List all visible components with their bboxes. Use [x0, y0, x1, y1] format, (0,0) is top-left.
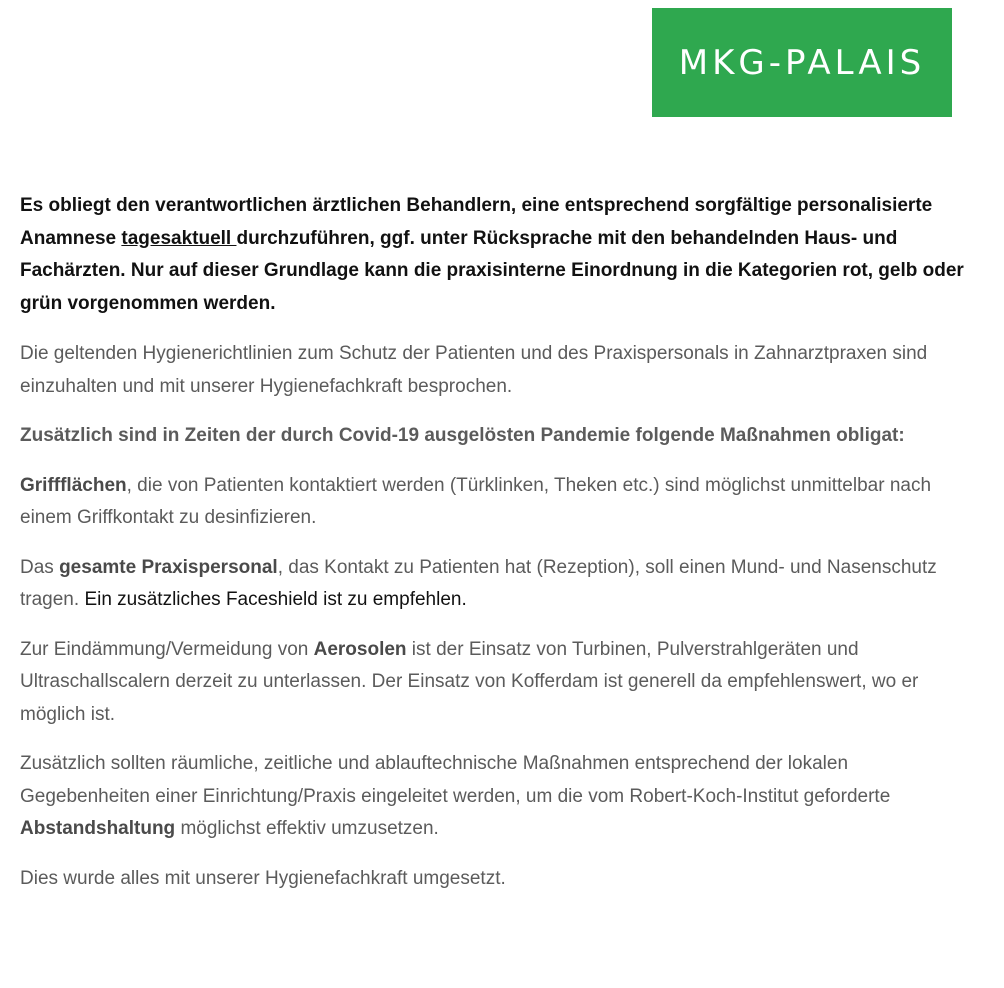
paragraph-distancing — [20, 748, 980, 846]
distancing-bold: Abstandshaltung — [20, 818, 176, 839]
mkg-palais-logo — [652, 8, 952, 117]
aerosols-bold: Aerosolen — [313, 638, 407, 660]
paragraph-aerosols — [20, 634, 980, 732]
staff-bold: gesamte Praxispersonal — [59, 556, 278, 578]
staff-mask-start: Das — [20, 556, 60, 578]
paragraph-implemented: Dies wurde alles mit unserer Hygienefachkraft umgesetzt. — [20, 867, 506, 889]
staff-mask-mid: , das Kontakt zu Patienten hat (Rezeption), soll einen Mund- und Nasenschutz tragen. — [20, 556, 937, 610]
grip-surfaces-bold: Griffflächen — [20, 474, 127, 496]
distancing-end: möglichst effektiv umzusetzen. — [175, 818, 439, 839]
logo-text: MKG-PALAIS — [678, 42, 926, 83]
document-body — [20, 190, 980, 895]
anamnese-text-end: durchzuführen, ggf. unter Rücksprache mit den behandelnden Haus- und Fachärzten. Nur auf dieser Grundlage kann die praxisinterne Einordnung in die Kategorien rot, gelb oder grün vorgenommen werden. — [20, 227, 964, 314]
paragraph-hygiene-guidelines: Die geltenden Hygienerichtlinien zum Schutz der Patienten und des Praxispersonals in Zahnarztpraxen sind einzuhalten und mit unserer Hygienefachkraft besprochen. — [20, 343, 928, 397]
paragraph-anamnese — [20, 190, 980, 320]
grip-surfaces-text: , die von Patienten kontaktiert werden (Türklinken, Theken etc.) sind möglichst unmittelbar nach einem Griffkontakt zu desinfizieren. — [20, 474, 932, 528]
distancing-start: Zusätzlich sollten räumliche, zeitliche und ablauftechnische Maßnahmen entsprechend der lokalen Gegebenheiten einer Einrichtung/Praxis eingeleitet werden, um die vom Robert-Koch-Institut geforderte — [20, 753, 891, 807]
paragraph-covid-measures-heading: Zusätzlich sind in Zeiten der durch Covid-19 ausgelösten Pandemie folgende Maßnahmen obligat: — [20, 425, 905, 446]
faceshield-recommendation: Ein zusätzliches Faceshield ist zu empfehlen. — [84, 589, 467, 610]
paragraph-staff-mask — [20, 552, 980, 617]
anamnese-text-start: Es obliegt den verantwortlichen ärztlichen Behandlern, eine entsprechend sorgfältige personalisierte Anamnese — [20, 195, 933, 249]
aerosols-end: ist der Einsatz von Turbinen, Pulverstrahlgeräten und Ultraschallscalern derzeit zu unterlassen. Der Einsatz von Kofferdam ist generell da empfehlenswert, wo er möglich ist. — [20, 638, 919, 725]
paragraph-grip-surfaces — [20, 470, 980, 535]
aerosols-start: Zur Eindämmung/Vermeidung von — [20, 638, 314, 660]
tagesaktuell-underlined: tagesaktuell — [121, 227, 237, 249]
